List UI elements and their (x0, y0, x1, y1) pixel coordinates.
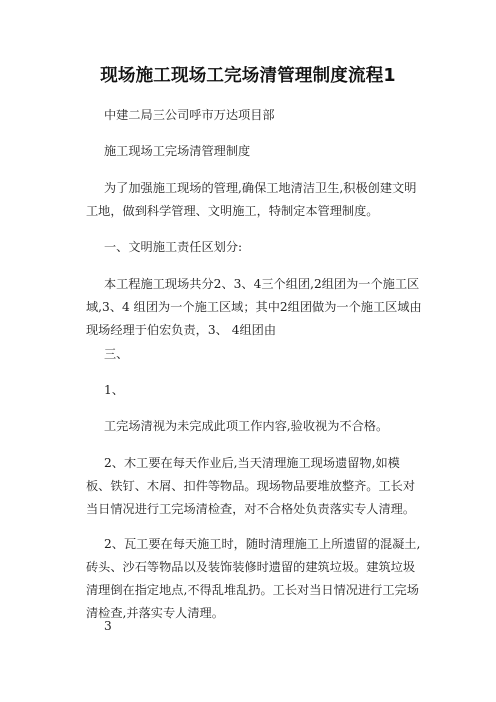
document-title: 现场施工现场工完场清管理制度流程1 (100, 66, 396, 86)
paragraph-subtitle: 施工现场工完场清管理制度 (104, 144, 251, 158)
paragraph-acceptance-rule: 工完场清视为未完成此项工作内容,验收视为不合格。 (104, 419, 389, 433)
paragraph-item-3: 3 (104, 619, 112, 633)
paragraph-company: 中建二局三公司呼市万达项目部 (104, 108, 275, 122)
paragraph-section-1-heading: 一、文明施工责任区划分: (104, 240, 243, 254)
paragraph-intro: 为了加强施工现场的管理,确保工地清洁卫生,积极创建文明工地，做到科学管理、文明施工，特制定本管理制度。 (86, 181, 417, 218)
paragraph-section-3-heading: 三、 (104, 347, 129, 361)
paragraph-carpenter-rule: 2、木工要在每天作业后,当天清理施工现场遗留物,如模板、铁钉、木屑、扣件等物品。现场物品要堆放整齐。工长对当日情况进行工完场清检查，对不合格处负责落实专人清理。 (86, 456, 416, 516)
paragraph-item-1: 1、 (104, 383, 124, 397)
paragraph-responsibility-areas: 本工程施工现场共分2、3、4三个组团,2组团为一个施工区域,3、4 组团为一个施工区域；其中2组团做为一个施工区域由现场经理于伯宏负责，3、 4组团由 (86, 277, 422, 337)
paragraph-mason-rule: 2、瓦工要在每天施工时，随时清理施工上所遗留的混凝土,砖头、沙石等物品以及装饰装修时遗留的建筑垃圾。建筑垃圾清理倒在指定地点,不得乱堆乱扔。工长对当日情况进行工完场清检查,并落实专人清理。 (86, 537, 421, 620)
